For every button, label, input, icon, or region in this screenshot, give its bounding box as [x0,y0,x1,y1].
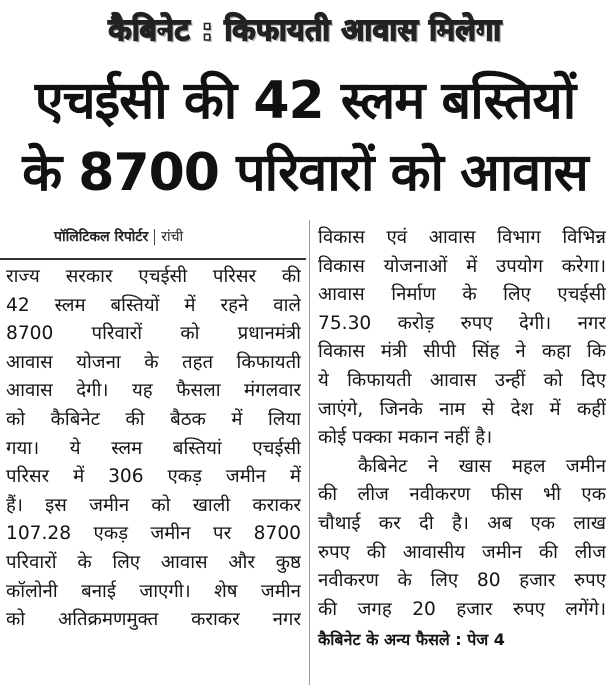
text-line: विकास एवं आवास विभाग विभिन्न [318,227,606,248]
headline-line-1: एचईसी की 42 स्लम बस्तियों [34,71,576,131]
text-line: चौथाई कर दी है। अब एक लाख [318,512,606,534]
text-line: 42 स्लम बस्तियों में रहने वाले [6,294,301,316]
text-line: को अतिक्रमणमुक्त कराकर नगर [6,609,301,631]
text-line: आवास निर्माण के लिए एचईसी [318,284,606,306]
text-line: जाएंगे, जिनके नाम से देश में कहीं [318,398,606,420]
text-line: हैं। इस जमीन को खाली कराकर [6,494,301,516]
text-line: आवास देगी। यह फैसला मंगलवार [6,380,301,402]
text-line: कैबिनेट ने खास महल जमीन [358,455,606,477]
text-line: गया। ये स्लम बस्तियां एचईसी [6,437,301,459]
article-column-left [6,263,301,635]
byline-place: रांची [161,229,184,245]
text-line: नवीकरण के लिए 80 हजार रुपए [318,570,606,592]
byline-rule [0,258,306,260]
text-line: की लीज नवीकरण फीस भी एक [318,484,606,506]
text-line: राज्य सरकार एचईसी परिसर की [6,266,301,287]
kicker-strap: कैबिनेट : किफायती आवास मिलेगा [108,12,502,48]
text-line: आवास योजना के तहत किफायती [6,351,301,373]
text-line: रुपए की आवासीय जमीन की लीज [318,541,606,563]
text-line: परिवारों के लिए आवास और कुष्ठ [6,551,301,573]
text-line: 8700 परिवारों को प्रधानमंत्री [6,323,301,345]
text-line: कोई पक्का मकान नहीं है। [318,427,493,449]
text-line: को कैबिनेट की बैठक में लिया [6,408,301,430]
article-column-right [318,224,606,655]
text-line: विकास मंत्री सीपी सिंह ने कहा कि [318,341,606,363]
text-line: 75.30 करोड़ रुपए देगी। नगर [318,312,606,334]
byline [54,227,183,246]
text-line: विकास योजनाओं में उपयोग करेगा। [318,255,606,277]
text-line: 107.28 एकड़ जमीन पर 8700 [6,523,301,545]
text-line: परिसर में 306 एकड़ जमीन में [6,466,301,488]
column-divider [309,220,310,685]
text-line: कॉलोनी बनाई जाएगी। शेष जमीन [6,580,301,602]
crossref-link: कैबिनेट के अन्य फैसले : पेज 4 [318,630,505,650]
text-line: की जगह 20 हजार रुपए लगेंगे। [318,598,606,620]
headline-line-2: के 8700 परिवारों को आवास [22,143,588,203]
byline-reporter: पॉलिटिकल रिपोर्टर [54,229,149,245]
byline-separator [154,229,155,245]
text-line: ये किफायती आवास उन्हीं को दिए [318,369,606,391]
